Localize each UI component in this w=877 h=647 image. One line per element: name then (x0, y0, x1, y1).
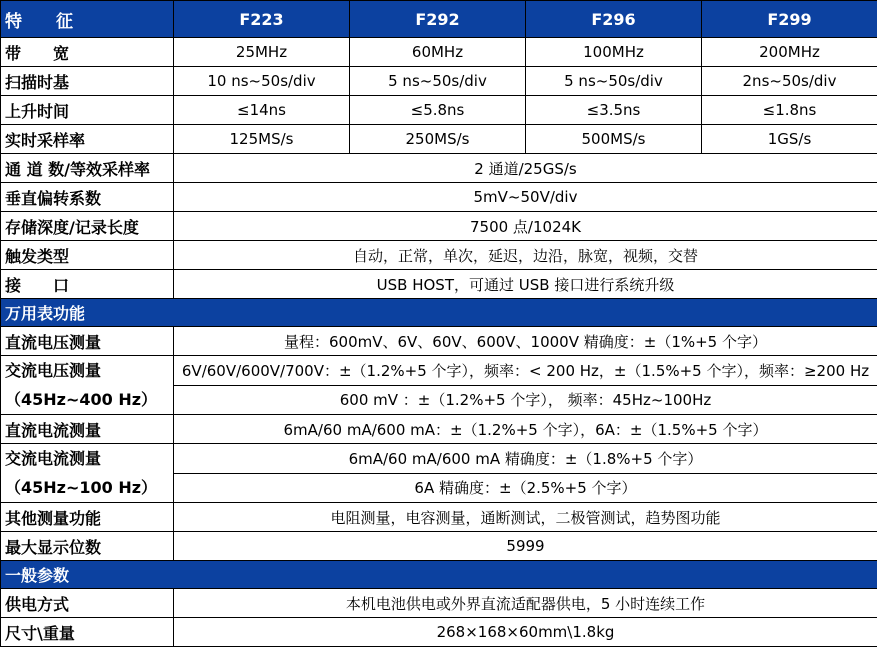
cell-interface-value: USB HOST，可通过 USB 接口进行系统升级 (174, 270, 877, 299)
row-other-functions (1, 503, 877, 532)
cell-timebase-f223: 10 ns~50s/div (174, 67, 350, 96)
row-label-ac-voltage (1, 356, 174, 415)
row-trigger-types (1, 241, 877, 270)
row-ac-current-1 (1, 444, 877, 474)
column-header-model-f223: F223 (174, 1, 350, 38)
row-dc-voltage (1, 327, 877, 356)
cell-bandwidth-f299: 200MHz (702, 38, 877, 67)
row-label-bandwidth: 带 宽 (1, 38, 174, 67)
row-label-timebase: 扫描时基 (1, 67, 174, 96)
ac-voltage-label-line1: 交流电压测量 (5, 361, 102, 380)
cell-bandwidth-f296: 100MHz (526, 38, 702, 67)
cell-sample-rate-f223: 125MS/s (174, 125, 350, 154)
row-sample-rate (1, 125, 877, 154)
cell-channels-value: 2 通道/25GS/s (174, 154, 877, 183)
row-label-ac-current (1, 444, 174, 503)
column-header-model-f292: F292 (350, 1, 526, 38)
cell-dc-voltage-value: 量程：600mV、6V、60V、600V、1000V 精确度：±（1%+5 个字） (174, 327, 877, 356)
row-label-channels: 通 道 数/等效采样率 (1, 154, 174, 183)
row-rise-time (1, 96, 877, 125)
row-label-dimensions-weight: 尺寸\重量 (1, 618, 174, 647)
ac-current-label-line1: 交流电流测量 (5, 449, 102, 468)
row-label-power-supply: 供电方式 (1, 589, 174, 618)
row-timebase (1, 67, 877, 96)
cell-ac-current-value1: 6mA/60 mA/600 mA 精确度：±（1.8%+5 个字） (174, 444, 877, 474)
cell-sample-rate-f299: 1GS/s (702, 125, 877, 154)
cell-rise-time-f223: ≤14ns (174, 96, 350, 125)
row-memory-depth (1, 212, 877, 241)
header-feature-label: 特 征 (1, 1, 174, 38)
row-label-memory-depth: 存储深度/记录长度 (1, 212, 174, 241)
cell-sample-rate-f296: 500MS/s (526, 125, 702, 154)
cell-ac-voltage-value2: 600 mV ：±（1.2%+5 个字）， 频率：45Hz~100Hz (174, 385, 877, 415)
cell-ac-current-value2: 6A 精确度：±（2.5%+5 个字） (174, 473, 877, 503)
row-display-digits (1, 532, 877, 561)
cell-other-functions-value: 电阻测量，电容测量，通断测试，二极管测试，趋势图功能 (174, 503, 877, 532)
row-label-rise-time: 上升时间 (1, 96, 174, 125)
cell-ac-voltage-value1: 6V/60V/600V/700V：±（1.2%+5 个字），频率：< 200 Hz，±（1.5%+5 个字），频率：≥200 Hz (174, 356, 877, 386)
row-label-display-digits: 最大显示位数 (1, 532, 174, 561)
row-label-vertical-sensitivity: 垂直偏转系数 (1, 183, 174, 212)
cell-dimensions-weight-value: 268×168×60mm\1.8kg (174, 618, 877, 647)
column-header-model-f299: F299 (702, 1, 877, 38)
ac-voltage-label-line2: （45Hz~400 Hz） (5, 390, 158, 409)
cell-trigger-types-value: 自动，正常，单次，延迟，边沿，脉宽，视频，交替 (174, 241, 877, 270)
cell-vertical-sensitivity-value: 5mV~50V/div (174, 183, 877, 212)
ac-current-label-line2: （45Hz~100 Hz） (5, 478, 158, 497)
row-dc-current (1, 415, 877, 444)
cell-timebase-f292: 5 ns~50s/div (350, 67, 526, 96)
row-label-dc-current: 直流电流测量 (1, 415, 174, 444)
row-label-trigger-types: 触发类型 (1, 241, 174, 270)
row-channels (1, 154, 877, 183)
row-ac-voltage-1 (1, 356, 877, 386)
cell-rise-time-f292: ≤5.8ns (350, 96, 526, 125)
row-label-sample-rate: 实时采样率 (1, 125, 174, 154)
cell-bandwidth-f292: 60MHz (350, 38, 526, 67)
section-header-general: 一般参数 (1, 561, 877, 589)
cell-sample-rate-f292: 250MS/s (350, 125, 526, 154)
cell-display-digits-value: 5999 (174, 532, 877, 561)
row-vertical-sensitivity (1, 183, 877, 212)
row-dimensions-weight (1, 618, 877, 647)
row-label-dc-voltage: 直流电压测量 (1, 327, 174, 356)
cell-timebase-f296: 5 ns~50s/div (526, 67, 702, 96)
row-label-other-functions: 其他测量功能 (1, 503, 174, 532)
cell-power-supply-value: 本机电池供电或外界直流适配器供电，5 小时连续工作 (174, 589, 877, 618)
row-bandwidth (1, 38, 877, 67)
row-label-interface: 接 口 (1, 270, 174, 299)
row-interface (1, 270, 877, 299)
row-power-supply (1, 589, 877, 618)
section-row-multimeter (1, 299, 877, 327)
cell-rise-time-f296: ≤3.5ns (526, 96, 702, 125)
cell-dc-current-value: 6mA/60 mA/600 mA：±（1.2%+5 个字），6A：±（1.5%+5 个字） (174, 415, 877, 444)
section-row-general (1, 561, 877, 589)
cell-rise-time-f299: ≤1.8ns (702, 96, 877, 125)
cell-timebase-f299: 2ns~50s/div (702, 67, 877, 96)
header-row (1, 1, 877, 38)
section-header-multimeter: 万用表功能 (1, 299, 877, 327)
column-header-model-f296: F296 (526, 1, 702, 38)
cell-memory-depth-value: 7500 点/1024K (174, 212, 877, 241)
cell-bandwidth-f223: 25MHz (174, 38, 350, 67)
